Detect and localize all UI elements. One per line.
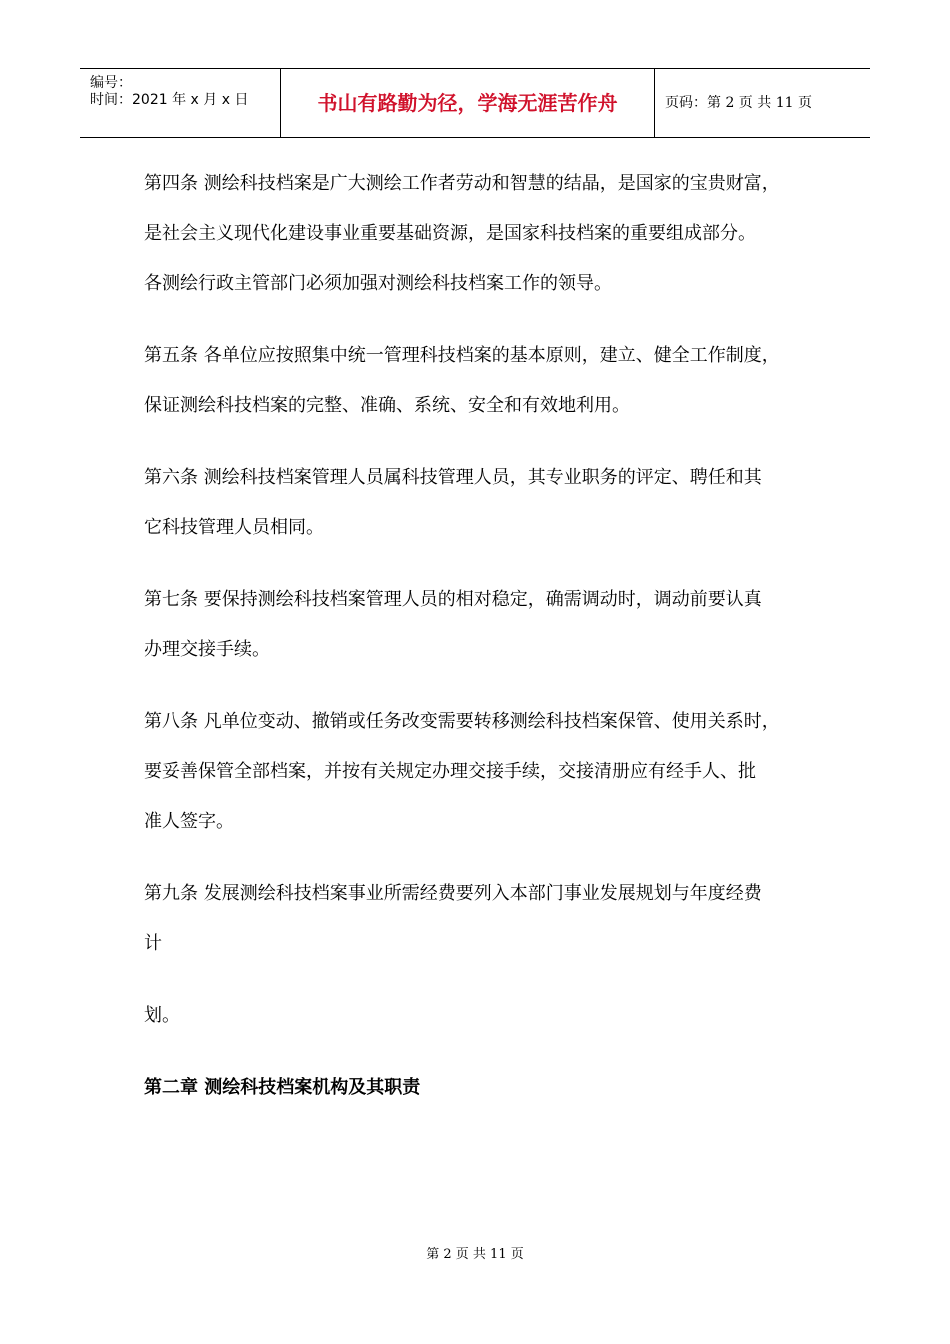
header-motto-cell (280, 69, 655, 137)
chapter-heading: 第二章 测绘科技档案机构及其职责 (144, 1077, 421, 1098)
article-6-line-1: 第六条 测绘科技档案管理人员属科技管理人员，其专业职务的评定、聘任和其 (144, 467, 762, 488)
article-8-line-2: 要妥善保管全部档案，并按有关规定办理交接手续，交接清册应有经手人、批 (144, 761, 756, 782)
article-4-line-3: 各测绘行政主管部门必须加强对测绘科技档案工作的领导。 (144, 273, 612, 294)
article-8-line-3: 准人签字。 (144, 811, 234, 832)
article-6-line-2: 它科技管理人员相同。 (144, 517, 324, 538)
article-9-line-1: 第九条 发展测绘科技档案事业所需经费要列入本部门事业发展规划与年度经费 (144, 883, 762, 904)
article-5-line-1: 第五条 各单位应按照集中统一管理科技档案的基本原则，建立、健全工作制度， (144, 345, 780, 366)
number-label: 编号： (90, 75, 132, 91)
time-label: 时间：2021 年 x 月 x 日 (90, 92, 249, 108)
article-8-line-1: 第八条 凡单位变动、撤销或任务改变需要转移测绘科技档案保管、使用关系时， (144, 711, 780, 732)
page-code: 页码：第 2 页 共 11 页 (665, 95, 812, 111)
article-4-line-2: 是社会主义现代化建设事业重要基础资源，是国家科技档案的重要组成部分。 (144, 223, 756, 244)
article-9-line-2: 计 (144, 933, 162, 954)
header-info-cell (80, 69, 280, 137)
article-4-line-1: 第四条 测绘科技档案是广大测绘工作者劳动和智慧的结晶，是国家的宝贵财富， (144, 173, 780, 194)
page-header (80, 68, 870, 138)
article-7-line-1: 第七条 要保持测绘科技档案管理人员的相对稳定，确需调动时，调动前要认真 (144, 589, 762, 610)
header-page-cell (655, 69, 870, 137)
page-footer: 第 2 页 共 11 页 (426, 1247, 524, 1262)
article-7-line-2: 办理交接手续。 (144, 639, 270, 660)
motto-text: 书山有路勤为径，学海无涯苦作舟 (317, 91, 618, 115)
article-9-line-3: 划。 (144, 1005, 180, 1026)
article-5-line-2: 保证测绘科技档案的完整、准确、系统、安全和有效地利用。 (144, 395, 630, 416)
